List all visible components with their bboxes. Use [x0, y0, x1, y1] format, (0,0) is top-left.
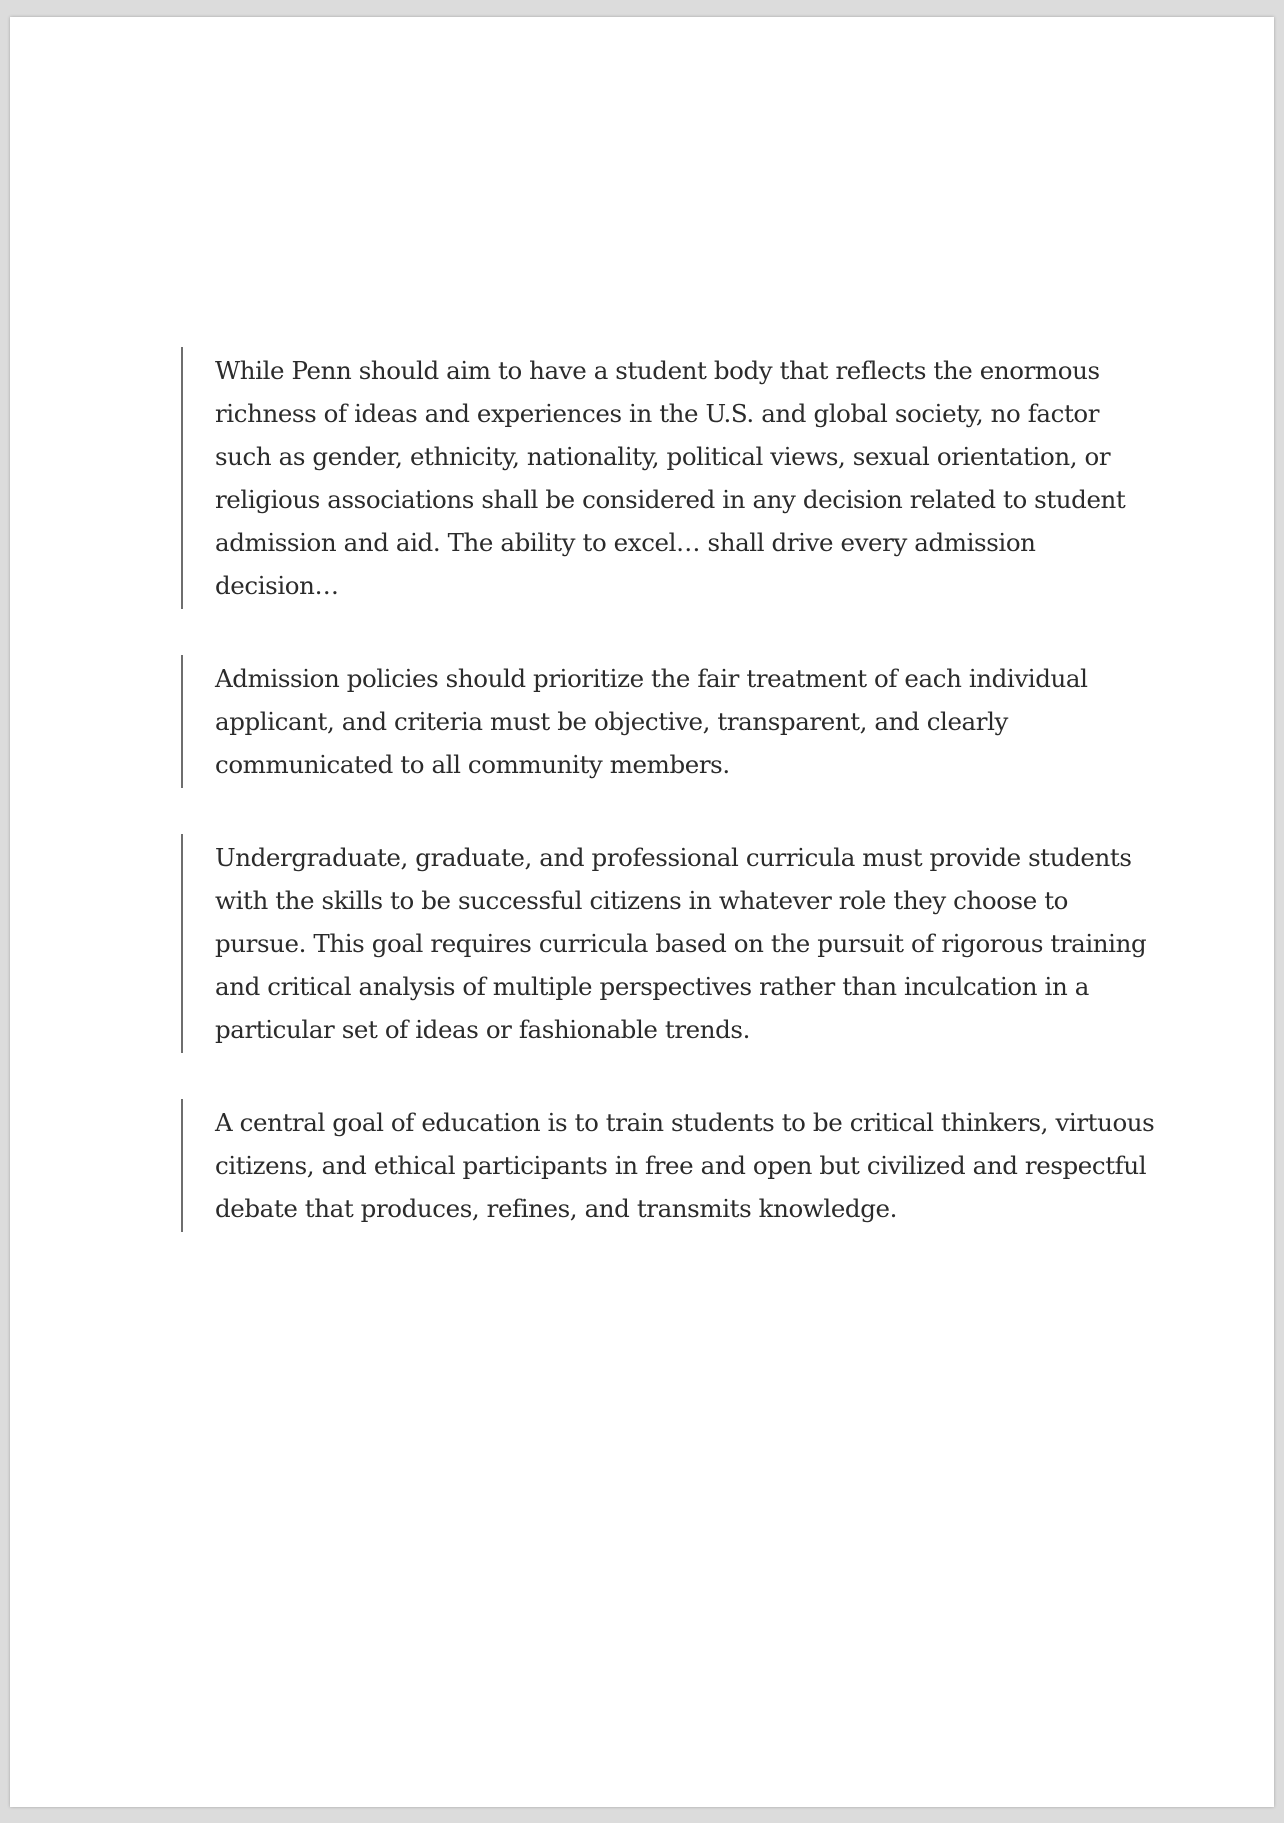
quote-text: A central goal of education is to train students to be critical thinkers, virtuous citizens, and ethical participants in free and open but civilized and respectful debate that produces, refines, and transmits knowledge. [215, 1108, 1155, 1223]
blockquote-admission-policies [181, 655, 1161, 788]
quote-text: Admission policies should prioritize the fair treatment of each individual applicant, and criteria must be objective, transparent, and clearly communicated to all community members. [215, 664, 1088, 779]
blockquote-education-goal [181, 1099, 1161, 1232]
quote-text: While Penn should aim to have a student body that reflects the enormous richness of ideas and experiences in the U.S. and global society, no factor such as gender, ethnicity, nationality, political views, sexual orientation, or religious associations shall be considered in any decision related to student admission and aid. The ability to excel… shall drive every admission decision… [215, 356, 1126, 600]
blockquote-admissions-diversity [181, 347, 1161, 609]
document-page [10, 17, 1274, 1807]
quote-list [181, 347, 1161, 1278]
quote-text: Undergraduate, graduate, and professional curricula must provide students with the skills to be successful citizens in whatever role they choose to pursue. This goal requires curricula based on the pursuit of rigorous training and critical analysis of multiple perspectives rather than inculcation in a particular set of ideas or fashionable trends. [215, 843, 1147, 1044]
blockquote-curricula [181, 834, 1161, 1053]
